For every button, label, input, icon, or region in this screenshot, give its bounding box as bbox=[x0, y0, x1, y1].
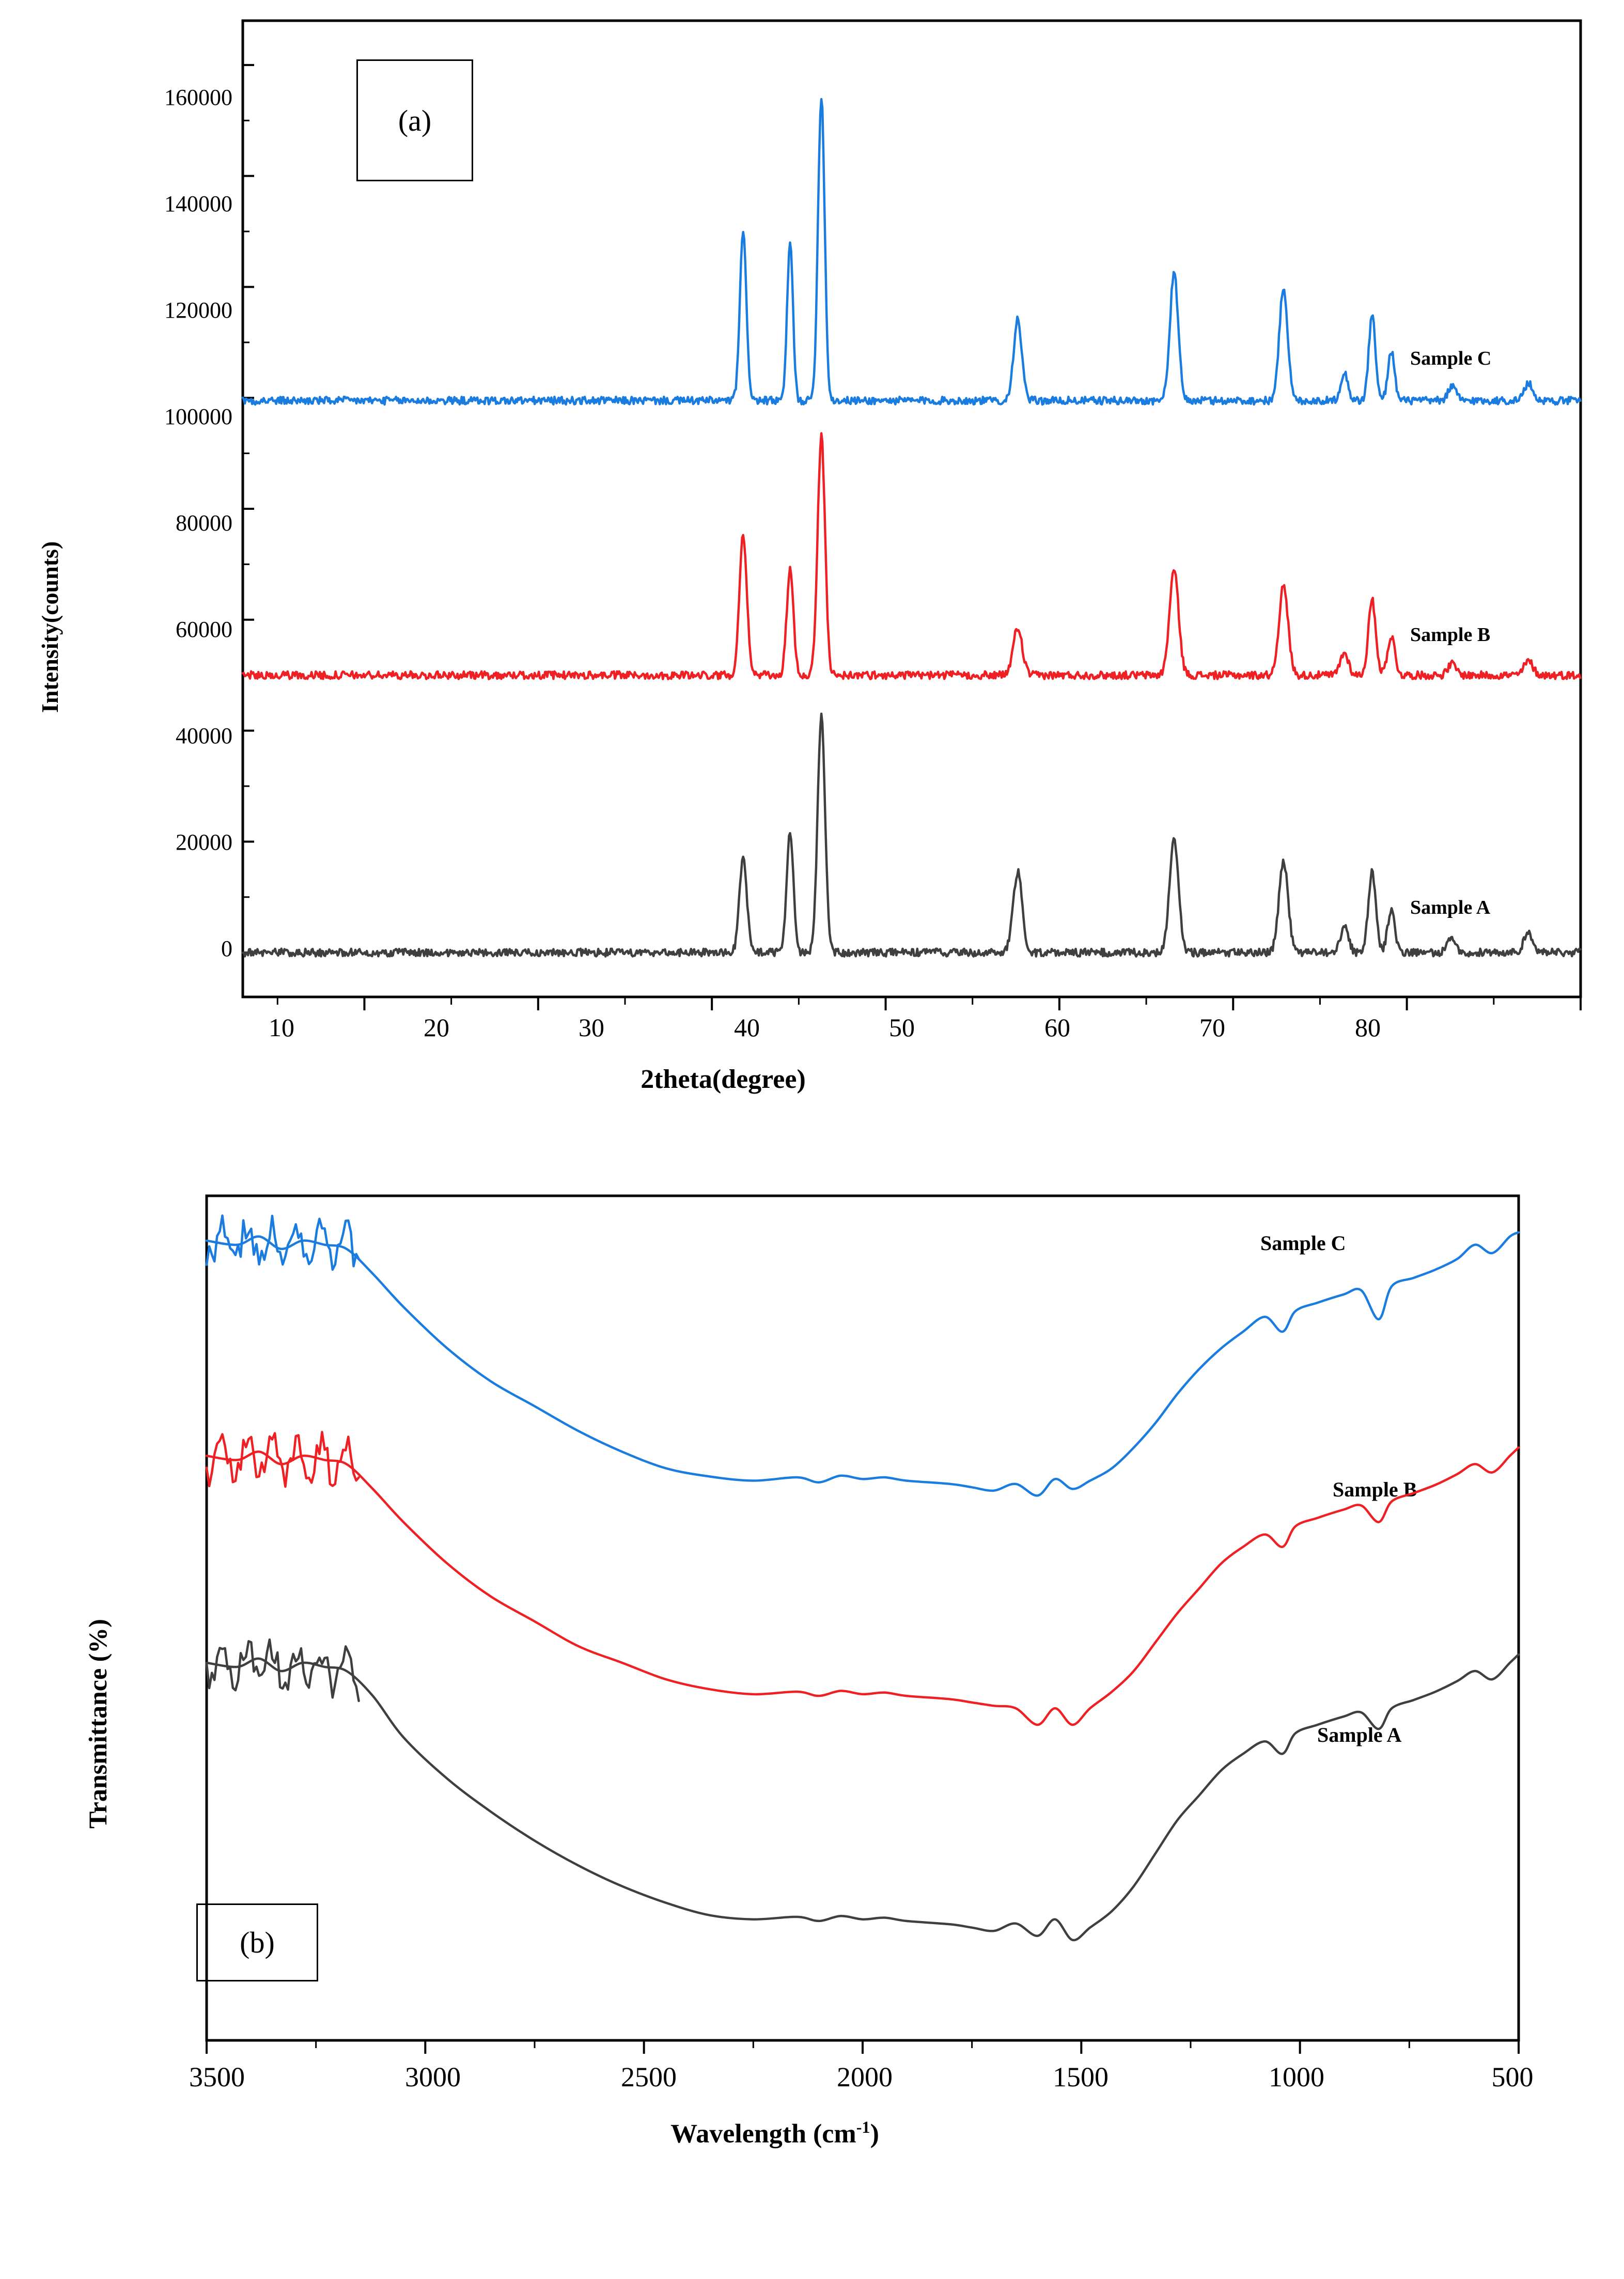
panel-a-series-label-sample-a: Sample A bbox=[1410, 897, 1491, 918]
panel-a-x-axis-title: 2theta(degree) bbox=[641, 1065, 806, 1094]
panel-a-y-axis-title: Intensity(counts) bbox=[37, 541, 63, 713]
panel-a-ytick-6: 120000 bbox=[164, 298, 232, 323]
panel-b-xtick-500: 500 bbox=[1491, 2062, 1534, 2093]
panel-b-series-label-sample-b: Sample B bbox=[1333, 1478, 1417, 1501]
panel-a-xtick-40: 40 bbox=[734, 1013, 760, 1042]
panel-b-xtick-1500: 1500 bbox=[1053, 2062, 1108, 2093]
panel-b-xtick-2500: 2500 bbox=[621, 2062, 677, 2093]
panel-b-x-axis-title-superscript: -1 bbox=[856, 2118, 870, 2136]
panel-a-ytick-7: 140000 bbox=[164, 191, 232, 216]
panel-a-series-label-sample-b: Sample B bbox=[1410, 624, 1491, 646]
panel-a-tag: (a) bbox=[356, 59, 473, 181]
panel-a-ytick-4: 80000 bbox=[176, 510, 232, 536]
panel-a-ytick-2: 40000 bbox=[176, 723, 232, 748]
panel-b-xtick-3000: 3000 bbox=[405, 2062, 461, 2093]
panel-b-ftir bbox=[0, 1183, 1624, 2279]
panel-a-ytick-8: 160000 bbox=[164, 85, 232, 110]
panel-b-x-axis-title-main: Wavelength (cm bbox=[670, 2119, 856, 2149]
panel-a-xtick-30: 30 bbox=[579, 1013, 604, 1042]
panel-a-ytick-1: 20000 bbox=[176, 830, 232, 855]
panel-b-xtick-1000: 1000 bbox=[1269, 2062, 1324, 2093]
panel-a-ytick-5: 100000 bbox=[164, 404, 232, 429]
panel-a-xtick-60: 60 bbox=[1044, 1013, 1070, 1042]
panel-b-xtick-3500: 3500 bbox=[189, 2062, 245, 2093]
panel-a-ytick-3: 60000 bbox=[176, 617, 232, 642]
panel-a-xtick-10: 10 bbox=[269, 1013, 294, 1042]
panel-a-xtick-50: 50 bbox=[889, 1013, 915, 1042]
panel-b-tag: (b) bbox=[196, 1903, 318, 1981]
panel-a-ytick-0: 0 bbox=[221, 936, 232, 961]
panel-b-y-axis-title: Transmittance (%) bbox=[83, 1619, 112, 1829]
panel-a-xtick-20: 20 bbox=[424, 1013, 449, 1042]
panel-a-xtick-70: 70 bbox=[1199, 1013, 1225, 1042]
panel-a-xtick-80: 80 bbox=[1355, 1013, 1381, 1042]
panel-b-xtick-2000: 2000 bbox=[837, 2062, 893, 2093]
panel-b-x-axis-title-tail: ) bbox=[870, 2119, 879, 2149]
panel-b-series-label-sample-a: Sample A bbox=[1317, 1723, 1402, 1746]
panel-b-plot-area bbox=[0, 1183, 1624, 2279]
panel-b-series-label-sample-c: Sample C bbox=[1260, 1231, 1346, 1255]
panel-a-series-label-sample-c: Sample C bbox=[1410, 348, 1492, 369]
